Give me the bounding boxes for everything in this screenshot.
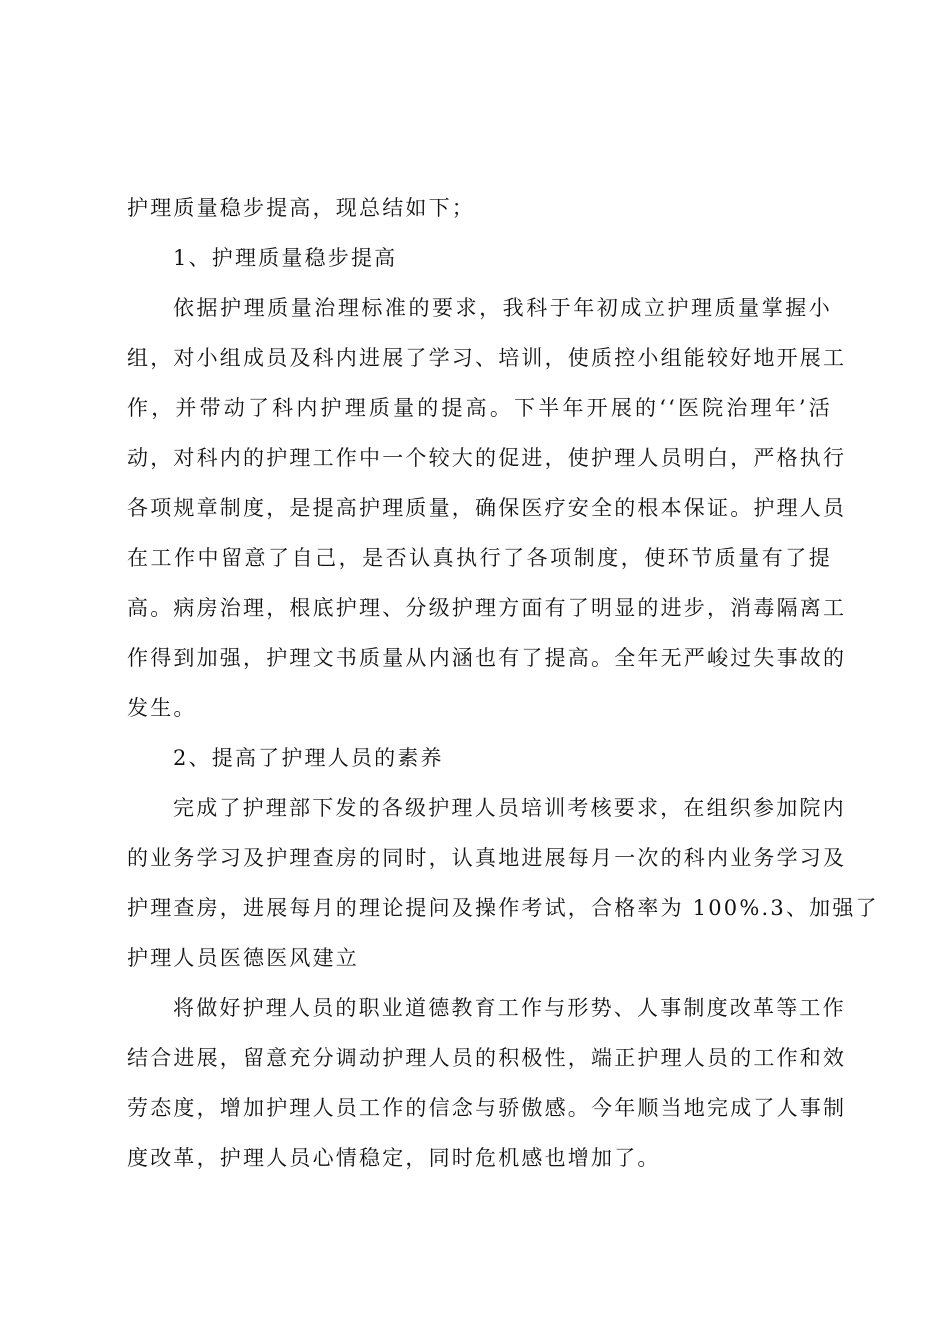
text-line: 劳态度，增加护理人员工作的信念与骄傲感。今年顺当地完成了人事制 (127, 1096, 847, 1120)
text-line: 度改革，护理人员心情稳定，同时危机感也增加了。 (127, 1146, 661, 1170)
text-line: 动，对科内的护理工作中一个较大的促进，使护理人员明白，严格执行 (127, 446, 847, 470)
text-line: 将做好护理人员的职业道德教育工作与形势、人事制度改革等工作 (173, 996, 846, 1020)
text-line: 作，并带动了科内护理质量的提高。下半年开展的‘‘医院治理年’活 (127, 396, 832, 420)
text-line: 作得到加强，护理文书质量从内涵也有了提高。全年无严峻过失事故的 (127, 646, 847, 670)
text-line: 结合进展，留意充分调动护理人员的积极性，端正护理人员的工作和效 (127, 1046, 847, 1070)
text-line: 护理人员医德医风建立 (127, 946, 359, 970)
text-line: 护理质量稳步提高，现总结如下； (127, 196, 475, 220)
text-line: 高。病房治理，根底护理、分级护理方面有了明显的进步，消毒隔离工 (127, 596, 847, 620)
text-line: 1、护理质量稳步提高 (173, 246, 398, 270)
text-line: 发生。 (127, 696, 197, 720)
text-line: 护理查房，进展每月的理论提问及操作考试，合格率为 100%.3、加强了 (127, 896, 879, 920)
text-line: 的业务学习及护理查房的同时，认真地进展每月一次的科内业务学习及 (127, 846, 847, 870)
text-line: 在工作中留意了自己，是否认真执行了各项制度，使环节质量有了提 (127, 546, 832, 570)
text-line: 组，对小组成员及科内进展了学习、培训，使质控小组能较好地开展工 (127, 346, 847, 370)
text-line: 依据护理质量治理标准的要求，我科于年初成立护理质量掌握小 (173, 296, 832, 320)
text-line: 各项规章制度，是提高护理质量，确保医疗安全的根本保证。护理人员 (127, 496, 847, 520)
text-line: 2、提高了护理人员的素养 (173, 746, 444, 770)
document-body (127, 183, 879, 1183)
text-line: 完成了护理部下发的各级护理人员培训考核要求，在组织参加院内 (173, 796, 846, 820)
